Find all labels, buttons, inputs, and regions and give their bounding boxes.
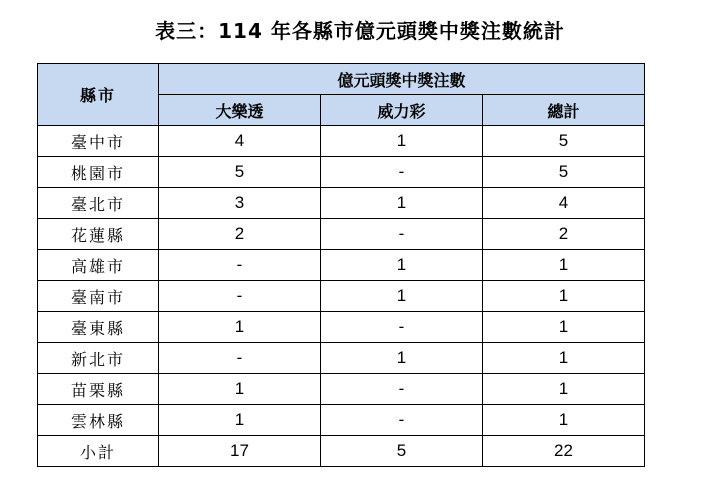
power-cell: - [321,157,483,188]
power-cell: - [321,219,483,250]
total-cell: 5 [483,157,645,188]
table-row [38,219,645,250]
total-cell: 2 [483,219,645,250]
county-cell: 高雄市 [38,250,159,281]
subtotal-label: 小計 [38,436,159,467]
total-cell: 1 [483,343,645,374]
header-row-group [38,64,645,95]
power-cell: 1 [321,281,483,312]
page-title: 表三：114 年各縣市億元頭獎中獎注數統計 [155,19,565,43]
table-row [38,281,645,312]
table-row [38,405,645,436]
county-cell: 臺中市 [38,126,159,157]
power-subtotal: 5 [321,436,483,467]
jackpot-group-header: 億元頭獎中獎注數 [159,64,645,95]
table-row [38,374,645,405]
total-cell: 5 [483,126,645,157]
power-cell: - [321,374,483,405]
power-cell: - [321,405,483,436]
county-cell: 花蓮縣 [38,219,159,250]
county-cell: 新北市 [38,343,159,374]
total-column-header: 總計 [483,95,645,126]
total-cell: 1 [483,281,645,312]
lotto-cell: 3 [159,188,321,219]
lotto-cell: - [159,250,321,281]
lotto-cell: - [159,281,321,312]
total-cell: 1 [483,374,645,405]
county-cell: 臺南市 [38,281,159,312]
total-cell: 1 [483,312,645,343]
subtotal-row [38,436,645,467]
total-cell: 1 [483,405,645,436]
lotto-subtotal: 17 [159,436,321,467]
table-row [38,126,645,157]
county-cell: 臺東縣 [38,312,159,343]
power-column-header: 威力彩 [321,95,483,126]
lotto-cell: 4 [159,126,321,157]
table-row [38,188,645,219]
county-cell: 桃園市 [38,157,159,188]
total-cell: 1 [483,250,645,281]
total-cell: 4 [483,188,645,219]
lotto-column-header: 大樂透 [159,95,321,126]
jackpot-stats-table [37,63,645,467]
county-cell: 雲林縣 [38,405,159,436]
power-cell: - [321,312,483,343]
power-cell: 1 [321,188,483,219]
county-cell: 苗栗縣 [38,374,159,405]
table-row [38,312,645,343]
grand-total: 22 [483,436,645,467]
power-cell: 1 [321,250,483,281]
county-cell: 臺北市 [38,188,159,219]
lotto-cell: 5 [159,157,321,188]
lotto-cell: 1 [159,312,321,343]
power-cell: 1 [321,126,483,157]
lotto-cell: 1 [159,405,321,436]
lotto-cell: 2 [159,219,321,250]
table-row [38,157,645,188]
table-row [38,250,645,281]
power-cell: 1 [321,343,483,374]
lotto-cell: 1 [159,374,321,405]
county-column-header: 縣市 [38,64,159,126]
lotto-cell: - [159,343,321,374]
table-row [38,343,645,374]
